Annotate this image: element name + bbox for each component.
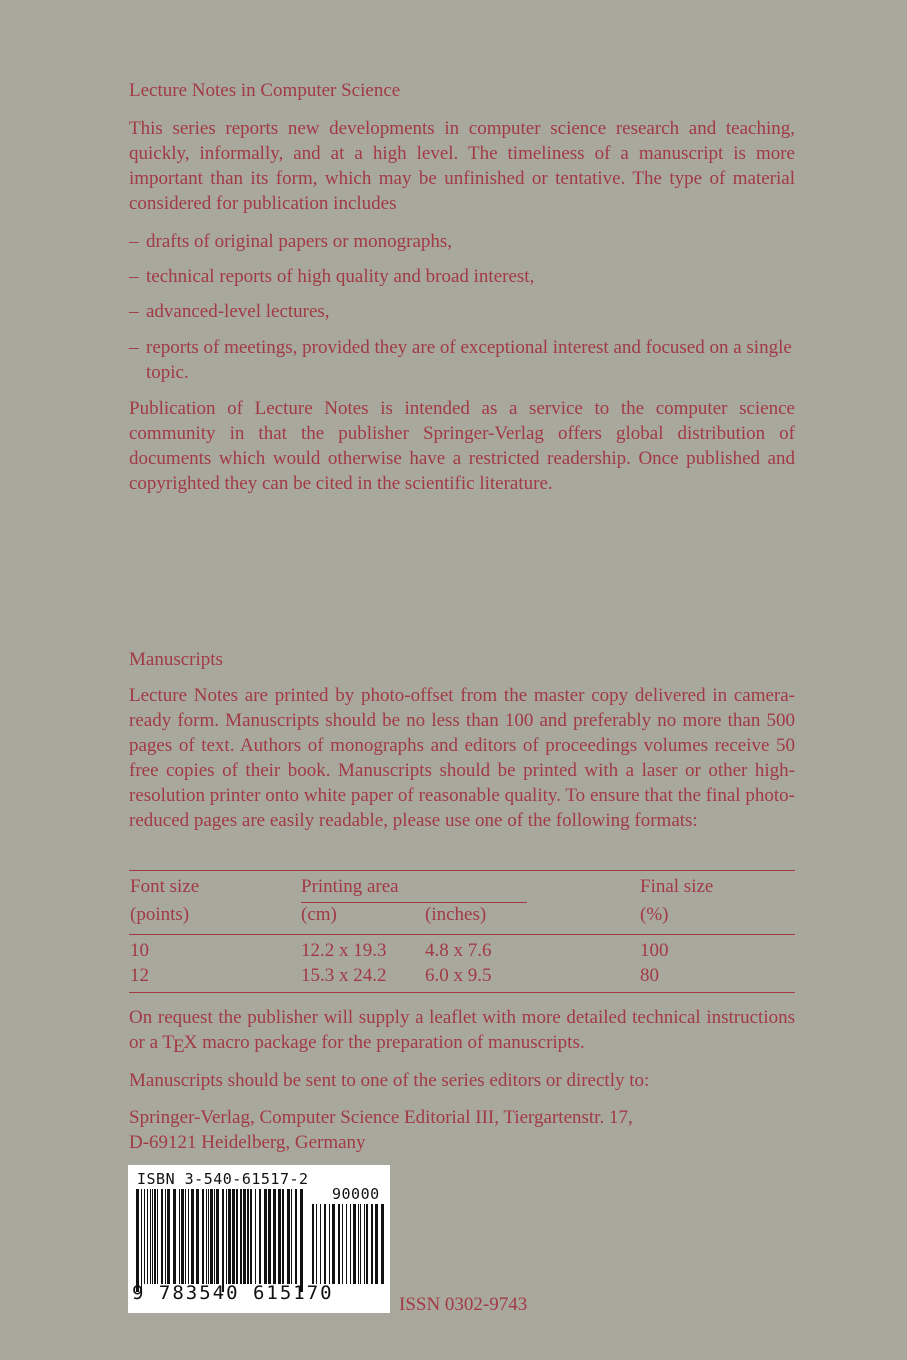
barcode-bar	[141, 1189, 142, 1292]
cell-final-size: 80	[640, 965, 659, 986]
header-printing-area: Printing area	[301, 876, 399, 897]
barcode-bar	[191, 1189, 194, 1284]
tex-logo-t: T	[162, 1032, 175, 1053]
tex-logo-e: E	[173, 1036, 185, 1057]
barcode-bar	[316, 1204, 317, 1284]
barcode-bar	[152, 1189, 153, 1284]
barcode-bar	[371, 1204, 373, 1284]
barcode-bar	[268, 1189, 271, 1284]
request-text-start: On request the publisher will supply a leaflet with more detailed technical instructions or a	[129, 1007, 795, 1053]
barcode-bar	[196, 1189, 199, 1284]
barcode-bars	[136, 1189, 304, 1292]
address-line-1: Springer-Verlag, Computer Science Editorial III, Tiergartenstr. 17,	[129, 1107, 633, 1128]
list-item	[129, 335, 795, 385]
barcode-bar	[324, 1204, 326, 1284]
barcode-bar	[214, 1189, 215, 1284]
list-item	[129, 229, 795, 254]
table-header-rule	[129, 934, 795, 935]
barcode-bar	[181, 1189, 184, 1284]
header-printing-area-cm: (cm)	[301, 904, 337, 925]
formats-table	[129, 868, 795, 996]
publisher-address	[129, 1105, 795, 1155]
request-paragraph	[129, 1005, 795, 1055]
list-item-text: technical reports of high quality and broad interest,	[146, 266, 535, 287]
barcode-bar	[264, 1189, 267, 1284]
barcode-bar	[247, 1189, 249, 1284]
barcode-bar	[232, 1189, 235, 1284]
barcode-bar	[255, 1189, 256, 1284]
request-text-end: macro package for the preparation of manuscripts.	[197, 1032, 585, 1053]
cell-inches: 6.0 x 9.5	[425, 965, 492, 986]
barcode-bar	[291, 1189, 292, 1284]
barcode-bar	[342, 1204, 343, 1284]
barcode-bar	[147, 1189, 148, 1284]
barcode-bar	[300, 1189, 303, 1292]
barcode-bar	[250, 1189, 252, 1284]
table-bottom-rule	[129, 992, 795, 993]
list-item	[129, 299, 795, 324]
barcode-bar	[165, 1189, 166, 1284]
barcode-bar	[216, 1189, 219, 1284]
list-item	[129, 264, 795, 289]
barcode-bar	[282, 1189, 284, 1284]
barcode-bar	[136, 1189, 139, 1292]
barcode-bar	[381, 1204, 384, 1284]
barcode-bar	[375, 1204, 378, 1284]
barcode-bar	[150, 1189, 151, 1284]
barcode-bar	[185, 1189, 186, 1284]
table-top-rule	[129, 870, 795, 871]
barcode-bar	[179, 1189, 180, 1284]
header-printing-area-inches: (inches)	[425, 904, 487, 925]
barcode-bar	[346, 1204, 347, 1284]
isbn-label: ISBN 3-540-61517-2	[137, 1170, 309, 1188]
barcode-addon-bars	[312, 1204, 384, 1292]
issn-label: ISSN 0302-9743	[399, 1294, 528, 1315]
publication-paragraph: Publication of Lecture Notes is intended as a service to the computer science community in that the publisher Springer-Verlag offers global distribution of documents which would otherwise have a restricted readership. Once published and copyrighted they can be cited in the scientific literature.	[129, 398, 795, 494]
barcode-bar	[243, 1189, 246, 1284]
list-bullet: –	[129, 231, 139, 252]
tex-logo	[162, 1032, 198, 1057]
barcode-bar	[188, 1189, 189, 1284]
barcode-bar	[161, 1189, 163, 1284]
header-font-size: Font size	[130, 876, 200, 897]
barcode-bar	[287, 1189, 290, 1284]
barcode-bar	[173, 1189, 176, 1284]
barcode-bar	[206, 1189, 207, 1284]
address-line-2: D-69121 Heidelberg, Germany	[129, 1132, 366, 1153]
series-title: Lecture Notes in Computer Science	[129, 80, 401, 101]
cell-final-size: 100	[640, 940, 669, 961]
barcode-bar	[259, 1189, 261, 1284]
send-instructions: Manuscripts should be sent to one of the series editors or directly to:	[129, 1070, 650, 1091]
barcode-bar	[228, 1189, 231, 1284]
barcode-bar	[226, 1189, 227, 1284]
manuscripts-heading: Manuscripts	[129, 649, 223, 670]
barcode-bar	[154, 1189, 156, 1284]
cell-cm: 12.2 x 19.3	[301, 940, 387, 961]
barcode-bar	[208, 1189, 209, 1284]
list-item-text: advanced-level lectures,	[146, 301, 330, 322]
list-bullet: –	[129, 301, 139, 322]
barcode-bar	[295, 1189, 297, 1284]
barcode-bar	[332, 1204, 335, 1284]
barcode-bar	[167, 1189, 170, 1284]
tex-logo-x: X	[183, 1032, 198, 1053]
barcode-bar	[210, 1189, 213, 1284]
manuscripts-paragraph: Lecture Notes are printed by photo-offset from the master copy delivered in camera-ready form. Manuscripts should be no less than 100 and preferably no more than 500 pages of text. Authors of monographs and editors of proceedings volumes receive 50 free copies of their book. Manuscripts should be printed with a laser or other high-resolution printer onto white paper of reasonable quality. To ensure that the final photo-reduced pages are easily readable, please use one of the following formats:	[129, 685, 795, 831]
barcode-bar	[329, 1204, 330, 1284]
barcode-bar	[236, 1189, 238, 1284]
ean-digits: 9 783540 615170	[132, 1282, 334, 1304]
cell-font-size: 10	[130, 940, 149, 961]
list-bullet: –	[129, 266, 139, 287]
barcode-bar	[320, 1204, 321, 1284]
header-final-size-unit: (%)	[640, 904, 669, 925]
cell-cm: 15.3 x 24.2	[301, 965, 387, 986]
barcode-bar	[358, 1204, 359, 1284]
barcode-bar	[202, 1189, 204, 1284]
barcode-bar	[350, 1204, 351, 1284]
barcode-addon-label: 90000	[332, 1185, 380, 1203]
header-font-size-unit: (points)	[130, 904, 190, 925]
list-item-text: reports of meetings, provided they are of exceptional interest and focused on a single topic.	[146, 337, 792, 383]
cell-font-size: 12	[130, 965, 149, 986]
barcode-bar	[273, 1189, 276, 1284]
isbn-barcode	[128, 1165, 390, 1313]
barcode-bar	[360, 1204, 361, 1284]
barcode-bar	[278, 1189, 281, 1284]
series-description: This series reports new developments in computer science research and teaching, quickly, informally, and at a high level. The timeliness of a manuscript is more important than its form, which may be unfinished or tentative. The type of material considered for publication includes	[129, 118, 795, 214]
list-bullet: –	[129, 337, 139, 358]
barcode-bar	[157, 1189, 158, 1284]
barcode-bar	[353, 1204, 356, 1284]
list-item-text: drafts of original papers or monographs,	[146, 231, 453, 252]
barcode-bar	[144, 1189, 145, 1284]
barcode-bar	[222, 1189, 224, 1292]
barcode-bar	[312, 1204, 314, 1284]
cell-inches: 4.8 x 7.6	[425, 940, 492, 961]
barcode-bar	[366, 1204, 368, 1284]
barcode-bar	[240, 1189, 242, 1284]
barcode-bar	[338, 1204, 340, 1284]
barcode-bar	[364, 1204, 365, 1284]
header-final-size: Final size	[640, 876, 714, 897]
